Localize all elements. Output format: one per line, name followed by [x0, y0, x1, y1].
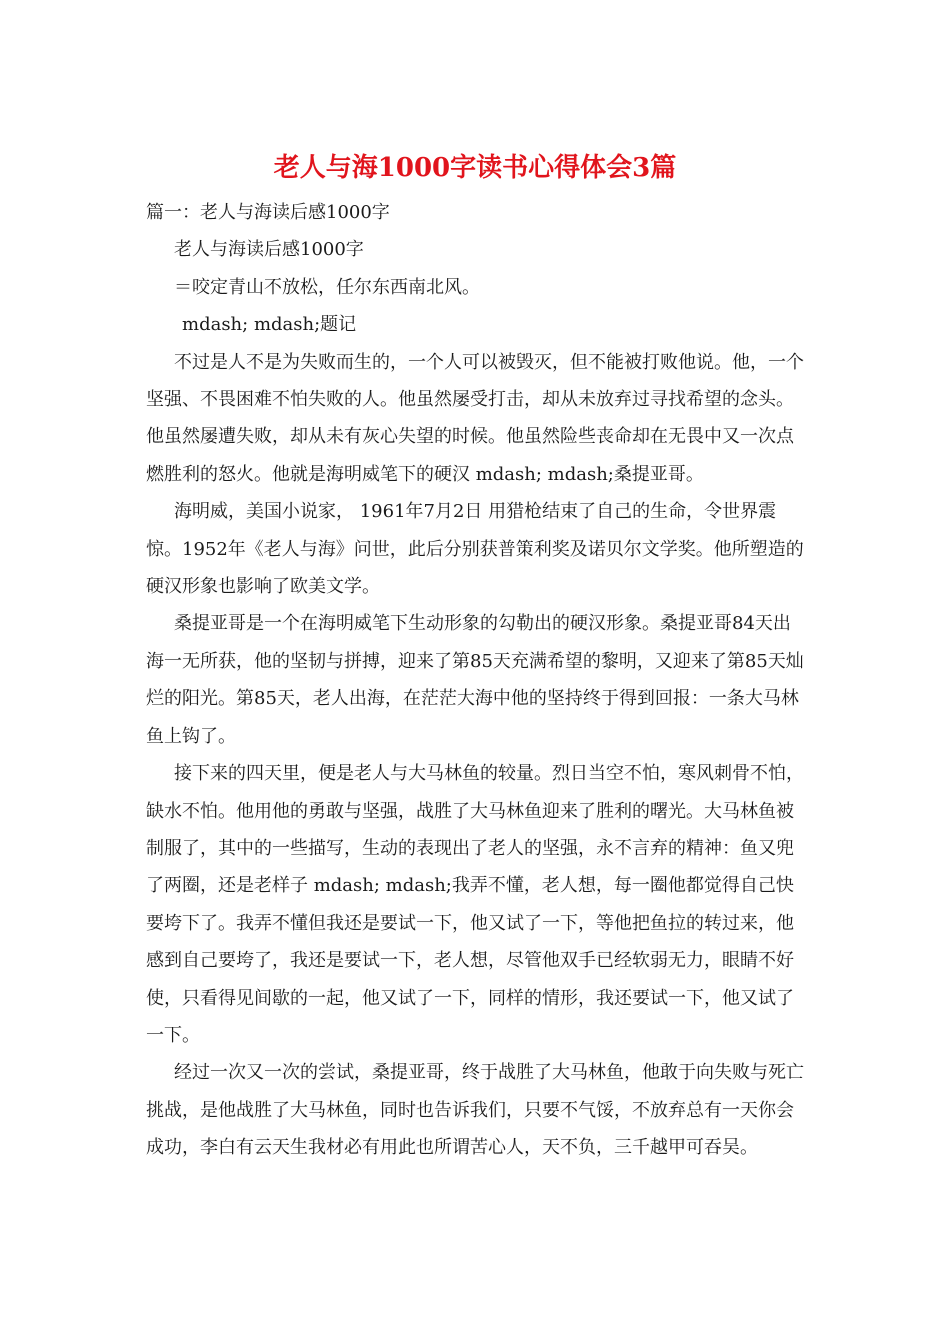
paragraph-epigraph: ＝咬定青山不放松，任尔东西南北风。 — [174, 276, 480, 298]
section-heading: 篇一：老人与海读后感1000字 — [146, 202, 390, 223]
document-body — [146, 194, 806, 1167]
paragraph-body: 经过一次又一次的尝试，桑提亚哥，终于战胜了大马林鱼，他敢于向失败与死亡挑战，是他战胜了大马林鱼，同时也告诉我们，只要不气馁，不放弃总有一天你会成功，李白有云天生我材必有用此也所谓苦心人，天不负，三千越甲可吞吴。 — [146, 1062, 804, 1159]
document-title: 老人与海1000字读书心得体会3篇 — [273, 153, 677, 183]
paragraph-body: 桑提亚哥是一个在海明威笔下生动形象的勾勒出的硬汉形象。桑提亚哥84天出海一无所获，他的坚韧与拼搏，迎来了第85天充满希望的黎明，又迎来了第85天灿烂的阳光。第85天，老人出海，在茫茫大海中他的坚持终于得到回报：一条大马林鱼上钩了。 — [146, 613, 804, 747]
paragraph-body: 海明威，美国小说家， 1961年7月2日 用猎枪结束了自己的生命，令世界震惊。1952年《老人与海》问世，此后分别获普策利奖及诺贝尔文学奖。他所塑造的硬汉形象也影响了欧美文学。 — [146, 501, 804, 598]
paragraph-subtitle: 老人与海读后感1000字 — [174, 239, 364, 261]
paragraph-epigraph-source: mdash; mdash;题记 — [182, 314, 357, 336]
paragraph-body: 接下来的四天里，便是老人与大马林鱼的较量。烈日当空不怕，寒风刺骨不怕，缺水不怕。他用他的勇敢与坚强，战胜了大马林鱼迎来了胜利的曙光。大马林鱼被制服了，其中的一些描写，生动的表现出了老人的坚强，永不言弃的精神：鱼又兜了两圈，还是老样子 mdash; mdash;我弄不懂，老人想，每一圈他都觉得自己快要垮下了。我弄不懂但我还是要试一下，他又试了一下，等他把鱼拉的转过来，他感到自己要垮了，我还是要试一下，老人想，尽管他双手已经软弱无力，眼睛不好使，只看得见间歇的一起，他又试了一下，同样的情形，我还要试一下，他又试了一下。 — [146, 763, 804, 1046]
paragraph-body: 不过是人不是为失败而生的，一个人可以被毁灭，但不能被打败他说。他，一个坚强、不畏困难不怕失败的人。他虽然屡受打击，却从未放弃过寻找希望的念头。他虽然屡遭失败，却从未有灰心失望的时候。他虽然险些丧命却在无畏中又一次点燃胜利的怒火。他就是海明威笔下的硬汉 mdash; mdash;桑提亚哥。 — [146, 351, 804, 485]
